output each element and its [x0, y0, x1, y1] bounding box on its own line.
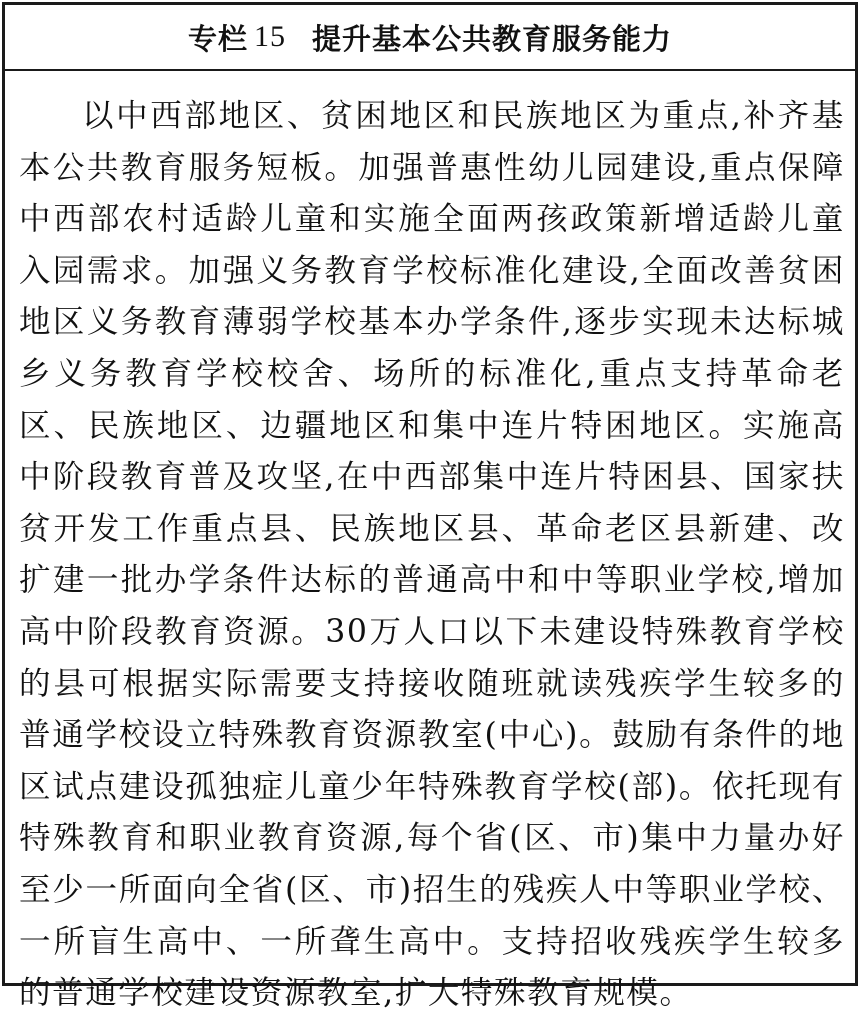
column-number: 15 [254, 20, 286, 53]
body-paragraph: 以中西部地区、贫困地区和民族地区为重点,补齐基本公共教育服务短板。加强普惠性幼儿园建设,重点保障中西部农村适龄儿童和实施全面两孩政策新增适龄儿童入园需求。加强义务教育学校标准化建设,全面改善贫困地区义务教育薄弱学校基本办学条件,逐步实现未达标城乡义务教育学校校舍、场所的标准化,重点支持革命老区、民族地区、边疆地区和集中连片特困地区。实施高中阶段教育普及攻坚,在中西部集中连片特困县、国家扶贫开发工作重点县、民族地区县、革命老区县新建、改扩建一批办学条件达标的普通高中和中等职业学校,增加高中阶段教育资源。30万人口以下未建设特殊教育学校的县可根据实际需要支持接收随班就读残疾学生较多的普通学校设立特殊教育资源教室(中心)。鼓励有条件的地区试点建设孤独症儿童少年特殊教育学校(部)。依托现有特殊教育和职业教育资源,每个省(区、市)集中力量办好至少一所面向全省(区、市)招生的残疾人中等职业学校、一所盲生高中、一所聋生高中。支持招收残疾学生较多的普通学校建设资源教室,扩大特殊教育规模。 [19, 98, 845, 1012]
column-header [5, 5, 855, 71]
column-box [2, 2, 858, 1012]
column-body [5, 71, 855, 1020]
column-title: 提升基本公共教育服务能力 [312, 21, 673, 56]
column-label: 专栏 [187, 21, 248, 56]
